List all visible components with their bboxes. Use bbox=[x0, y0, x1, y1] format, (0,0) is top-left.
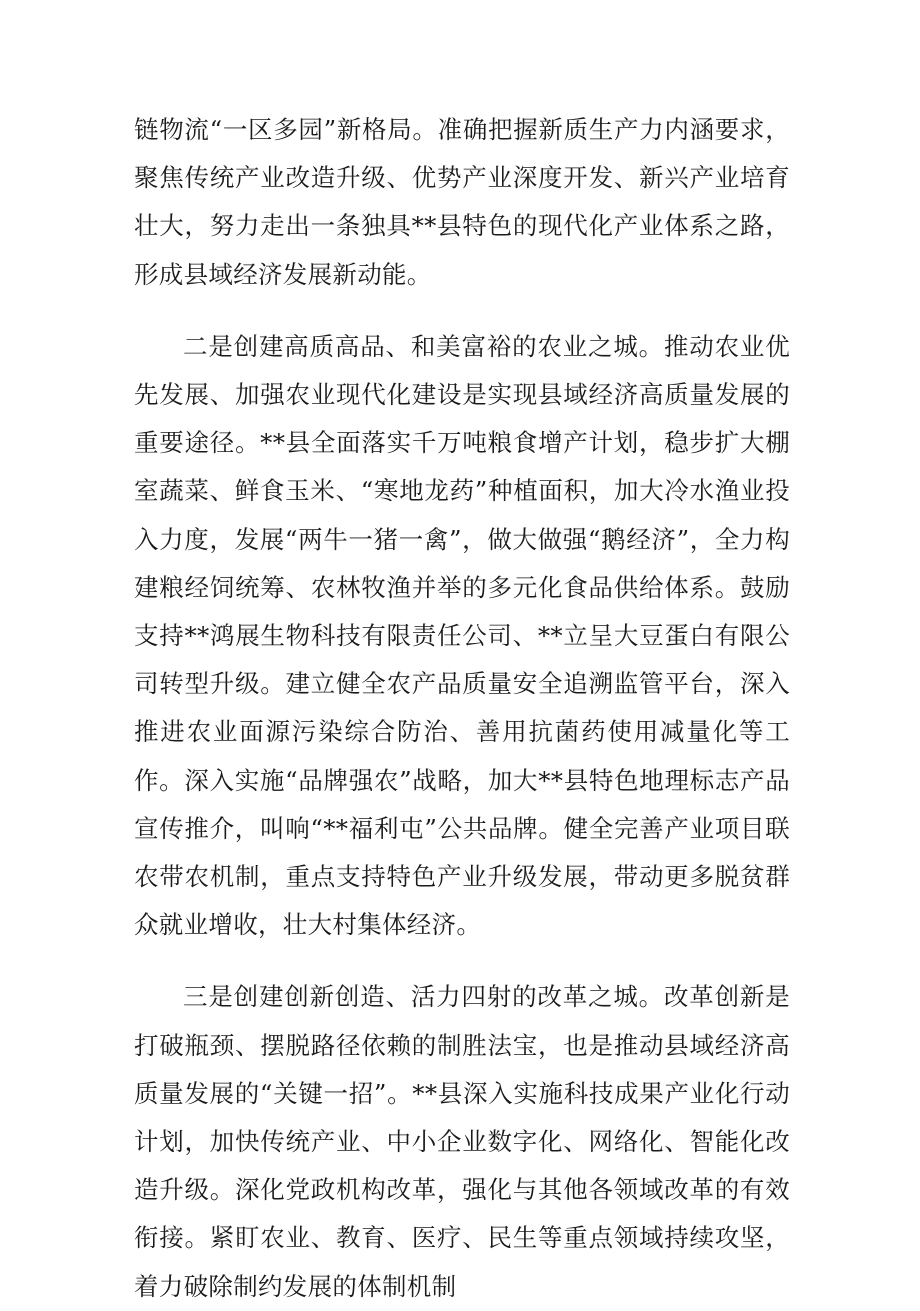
paragraph-agriculture-city: 二是创建高质高品、和美富裕的农业之城。推动农业优先发展、加强农业现代化建设是实现县域经济高质量发展的重要途径。**县全面落实千万吨粮食增产计划，稳步扩大棚室蔬菜、鲜食玉米、“寒地龙药”种植面积，加大冷水渔业投入力度，发展“两牛一猪一禽”，做大做强“鹅经济”，全力构建粮经饲统筹、农林牧渔并举的多元化食品供给体系。鼓励支持**鸿展生物科技有限责任公司、**立呈大豆蛋白有限公司转型升级。建立健全农产品质量安全追溯监管平台，深入推进农业面源污染综合防治、善用抗菌药使用减量化等工作。深入实施“品牌强农”战略，加大**县特色地理标志产品宣传推介，叫响“**福利屯”公共品牌。健全完善产业项目联农带农机制，重点支持特色产业升级发展，带动更多脱贫群众就业增收，壮大村集体经济。 bbox=[134, 331, 790, 940]
paragraph-reform-city: 三是创建创新创造、活力四射的改革之城。改革创新是打破瓶颈、摆脱路径依赖的制胜法宝，也是推动县域经济高质量发展的“关键一招”。**县深入实施科技成果产业化行动计划，加快传统产业、中小企业数字化、网络化、智能化改造升级。深化党政机构改革，强化与其他各领域改革的有效衔接。紧盯农业、教育、医疗、民生等重点领域持续攻坚，着力破除制约发展的体制机制 bbox=[134, 982, 790, 1301]
paragraph-continuation: 链物流“一区多园”新格局。准确把握新质生产力内涵要求，聚焦传统产业改造升级、优势产业深度开发、新兴产业培育壮大，努力走出一条独具**县特色的现代化产业体系之路，形成县域经济发展新动能。 bbox=[134, 115, 790, 289]
document-page bbox=[134, 106, 790, 1311]
